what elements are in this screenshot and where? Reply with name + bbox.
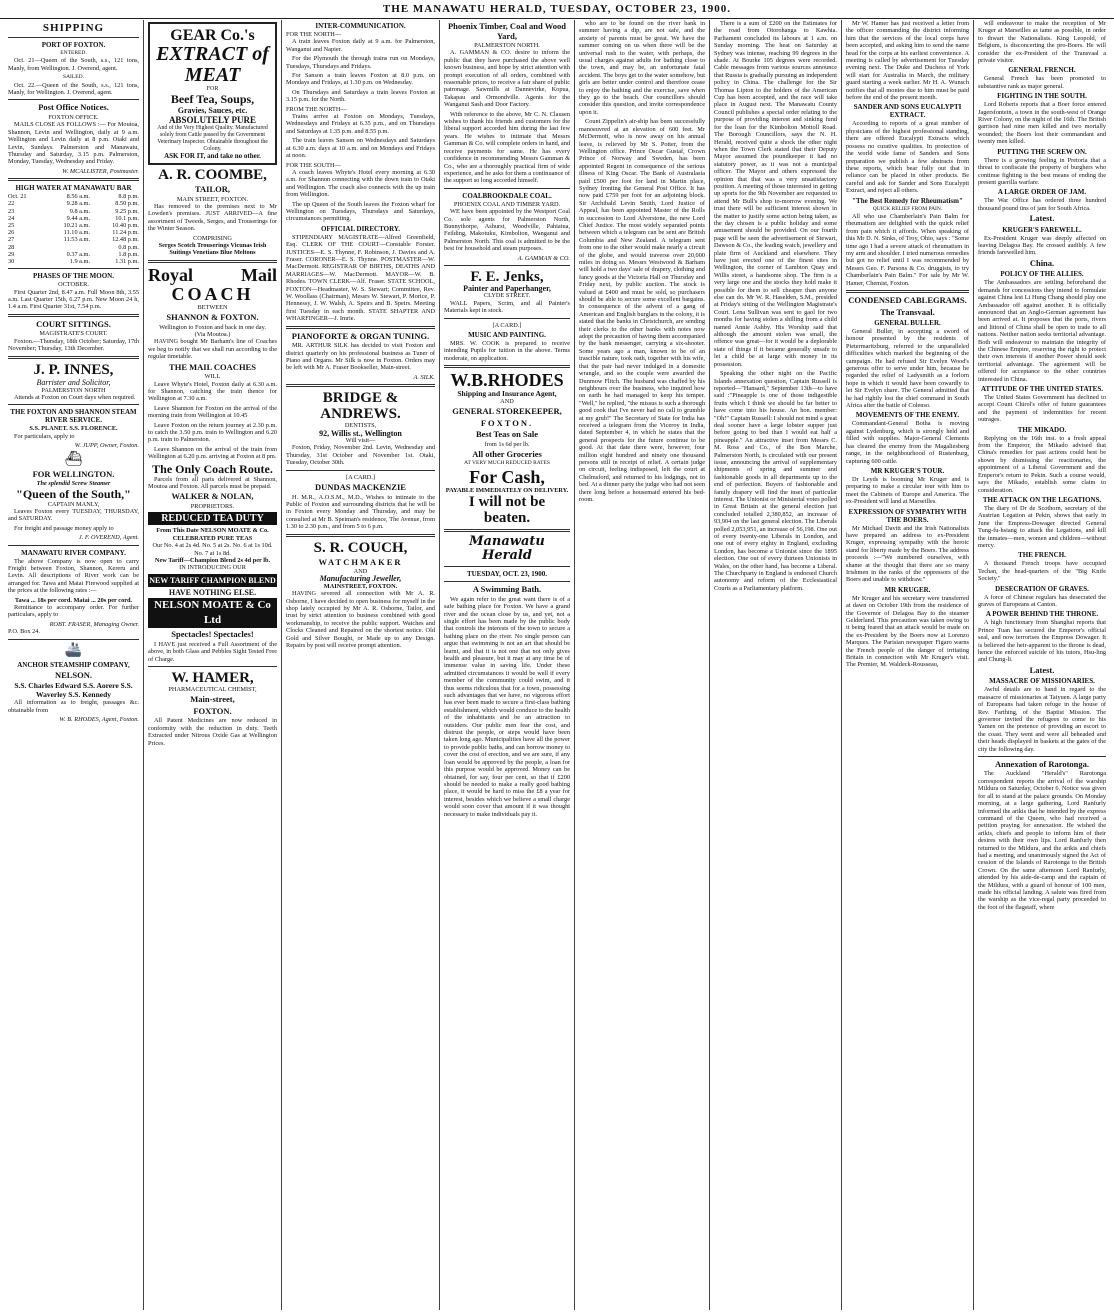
tea-nothing-else: HAVE NOTHING ELSE. [168,587,257,597]
mail-route: SHANNON & FOXTON. [166,312,259,323]
anchor-text: All information as to freight, passages &c. obtainable from [8,699,139,714]
tide-cell: 9.28 a.m. [66,200,91,208]
coombe-comprising: COMPRISING [193,234,232,242]
from-north-text: Trains arrive at Foxton on Mondays, Tuesdays, Wednesdays and Fridays at 6.35 p.m., and on Thursdays and Saturdays at 1.35 p.m. and 8.55 p.m. [286,113,435,135]
kruger-title: MR KRUGER. [884,585,931,594]
tide-cell: 26 [8,229,15,237]
gear-ask: ASK FOR IT, and take no other. [164,151,261,160]
gear-beef-tea: Beef Tea, Soups, [170,92,255,107]
rhodes-trade: GENERAL STOREKEEPER, [452,406,562,417]
phoenix-place: PALMERSTON NORTH. [474,42,540,49]
piano-title: PIANOFORTE & ORGAN TUNING. [291,330,430,341]
tide-title: HIGH WATER AT MANAWATU BAR [15,184,132,193]
allies-text: The Ambassadors are settling beforehand the demands for concessions they intend to formulate against China lest Li Hung Chang should play one Ambassador off against another. It is officially announced that an Anglo-German agreement has been arrived at. It proposes that the ports, rivers and littoral of China shall be open to trade to all nations. Neither nation seeks territorial advantage. Both will endeavour to maintain the integrity of the Chinese Empire, reserving the right to protect their own interests if another Power should seek territorial advantage. The agreement will be offered for acceptance to the other countries interested in China. [978,279,1106,383]
mikado-title: THE MIKADO. [1017,425,1067,434]
steamship-icon: 🚢 [64,642,83,658]
general-french-title: GENERAL FRENCH. [1008,66,1076,75]
post-office-sub: FOXTON OFFICE. [48,113,99,121]
rhodes-name: W.B.RHODES [450,370,564,391]
couch-and: AND [353,568,368,576]
divider [444,529,570,532]
coombe-trade: TAILOR, [194,184,231,194]
rarotonga-title: Annexation of Rarotonga. [994,758,1090,769]
tide-cell: 11.53 a.m. [63,236,91,244]
gear-extract: EXTRACT of MEAT [156,43,269,86]
coombe-name: A. R. COOMBE, [158,167,267,183]
local-news-2: Speaking the other night on the Pacific Islands annexation question, Captain Russell is reported—"Hansard," September 13th—to have said :"Pineapple is one of those indigestible fruits which I think we should be far better to have come into his house. An hon. member: "Oh!" Captain Russell: I should not mind a great deal sooner have a large lobster supper just before going to bed than I would eat half a pineapple." An attractive inset from Messrs C. M. Ross and Co., of the Bon Marche, Palmerston North, is circulated with our present issue, announcing the arrival of supplementary shipments of spring and summer and fashionable goods in all departments up to the end of perfection. Buyers of fashionable and family drapery will find the inset of particular interest. The Unionist or Ministerial votes polled in Great Britain at the general election just concluded totalled 2,380,852, an increase of 93,904 on the last general election. The Liberals polled 2,053,951, an increase of 56,198. One out of every twenty-one Liberals in London, and one out of every eighty in England, excluding London, has become a Unionist since the 1895 election. One out of every thirteen Unionists in Wales, on the other hand, has become a Liberal. The Churchparty in England is endorsed Church autonomy and reform of the Ecclesiastical Courts as a Parliamentary platform. [714,370,837,592]
throne-title: A POWER BEHIND THE THRONE. [985,610,1099,619]
tide-row [8,244,139,251]
only-coach-text: Parcels from all parts delivered at Shannon, Moutoa and Foxton. All parcels must be prepaid. [148,475,277,491]
bath-text-continued: who are to be found on the river bank in summer having a dip, are not safe, and the anxiety of parents must be great. We have the summer coming on us when there will be the universal rush to the water, with perhaps, the usual charges against adults for bathing close to the town, and may be, an unfortunate fatal accident. The boys get to the water somehow, but girls are better under control and therefore cease to enjoy the bathing and the exercise, save when they go to the beach. Our councillors should consider this question, and invite correspondence upon it. [579,20,705,116]
innes-sub: Barrister and Solicitor, [36,377,111,387]
north-text-4: On Thursdays and Saturdays a train leaves Foxton at 3.15 p.m. for the North. [286,88,435,104]
hamer-trade: PHARMACEUTICAL CHEMIST, [168,685,257,693]
divider [8,99,139,100]
tide-row [8,193,139,200]
for-south-label: FOR THE SOUTH— [286,161,341,169]
spectacles-text: I HAVE just received a Full Assortment of the above, in both Glass and Pebbles Sight Tested Free of Charge. [148,640,277,663]
rarotonga-text: The Auckland "Herald's" Rarotonga correspondent reports the arrival of the warship Mildura on Saturday, October 6. Notice was given for all to stand at the palace grounds. On Monday morning, at a large gathering, Lord Ranfurly informed the arikis that he intended by the express command of the Queen, who had received a petition praying for annexation. He wished the arikis, chiefs and people to inform him of their desires with their own lips. Lord Ranfurly then returned to the Mildura, and the arikis and chiefs had a meeting, and unanimously signed the Act of cession of the Islands of Rarotonga to the British Crown. On the same afternoon Lord Ranfurly, attended by his aide-de-camp and the captain of the Mildura, with a guard of honour of 100 men, made his official landing. A salute was fired from the warship as the vice-regal party proceeded to the foot of the flagstaff, where [978,770,1106,911]
remedy-sub: QUICK RELIEF FROM PAIN. [872,205,943,212]
innes-place: PALMERSTON NORTH [41,386,106,394]
screw-title: PUTTING THE SCREW ON. [997,147,1087,156]
court-sub: MAGISTRATE'S COURT. [39,330,108,338]
mails-text: MAILS CLOSE AS FOLLOWS :— For Moutoa, Shannon, Levin and Wellington, daily at 9 a.m. Wellington and Levin daily at 8 p.m. Otaki and Levin, Sundays. Palmerston and Manawatu, Thursday and Saturday, 3.15 p.m. Palmerston, Monday, Tuesday, Wednesday and Friday. [8,121,139,166]
mail-via: (Via Moutoa.) [194,331,231,339]
phoenix-text: A. GAMMAN & CO. desire to inform the public that they have purchased the above well known business, and hope by strict attention with prompt execution of all orders, combined with reasonable prices, to receive a fair share of public patronage. Sawmills at Dannevirke, Kopua, Takapau and Ormondville. Agents for the Wanganui Sash and Door Factory. [444,49,570,109]
latest-title-1: Latest. [1029,213,1055,224]
couch-text: HAVING severed all connection with Mr A. R. Osborne, I have decided to open business for myself in the shop lately occupied by Mr A. R. Osborne, Tailor, and trust by strict attention to business combined with good workmanship, to receive the public support. Watches and Clocks Cleaned and Repaired on the shortest notice. Old Gold and Silver Bought, or Made up to any Design. Repairs by post will receive prompt attention. [286,590,435,650]
sanders-text: According to reports of a great number of physicians of the highest professional standing, there are offered Eucalypti Extracts which possess no curative qualities. In protection of the world wide fame of Sanders and Sons preparation we publish a few abstracts from these reports, which bear fully out that in reliance can be placed in other products. Be careful and ask for Sander and Sons Eucalypti Extract, and reject all others. [846,120,969,195]
divider [148,666,277,667]
hamer-street: Main-street, [190,694,235,705]
us-text: The United States Government has declined to accept Count Chirol's offer of future guarantees and the payment of indemnities for recent outrages. [978,394,1106,424]
coombe-goods: Serges Scotch Trouserings Vicunas Irish Suitings Venetians Blue Meltons [158,241,267,257]
moon-text: First Quarter 2nd, 8.47 a.m. Full Moon 8th, 3.55 a.m. Last Quarter 15th, 6.27 p.m. New Moon 24 h, 1.4 a.m. First Quarter 31st, 7.54 p.m. [8,288,139,311]
tide-row [8,208,139,215]
rhodes-cash: For Cash, [469,466,545,487]
hamer-town: FOXTON. [193,705,232,716]
farewell-title: KRUGER'S FAREWELL. [1002,225,1082,234]
dundas-name: DUNDAS MACKENZIE [315,482,406,492]
moon-month: OCTOBER. [58,281,89,289]
post-signature: W. MCALLISTER, Postmaster. [62,167,139,175]
tea-new-tariff: NEW TARIFF CHAMPION BLEND [149,575,276,585]
us-title: ATTITUDE OF THE UNITED STATES. [981,385,1103,394]
river-boats: S.S. PLANET. S.S. FLORENCE. [29,425,118,433]
remedy-text: All who use Chamberlain's Pain Balm for rheumatism are delighted with the quick relief from pain which it affords. When speaking of this Mr D. N. Sinks, of Troy, Ohio, says : "Some time ago I had a severe attack of rheumatism in my arm and shoulder. I tried numerous remedies but got no relief until I was recommended by Messrs Geo. F. Parsons & Co. druggists, to try Chamberlain's Pain Balm." For sale by Mr W. Hamer, Chemist, Foxton. [846,212,969,287]
river-company-title: MANAWATU RIVER COMPANY. [21,548,126,557]
wellington-ship: "Queen of the South," [16,486,131,501]
rhodes-pay: PAYABLE IMMEDIATELY ON DELIVERY. [445,486,569,494]
graves-title: DESECRATION OF GRAVES. [995,584,1089,593]
divider [444,581,570,582]
mail-coaches-text4: Leave Shannon on the arrival of the train from Wellington at 6.20 p.m. arriving at Foxton at 8 pm. [148,445,277,461]
legations-text: The diary of Dr de Scothorn, secretary of the Austrian Legation at Pekin, shows that early in June the Empress-Dowager directed General Tung-fu-hsiang to attack the Legations, and kill the inmates—men, women and children—without mercy. [978,504,1106,549]
bridge-address: 92, Willis st., Wellington [319,428,402,438]
anchor-place: NELSON. [54,669,93,680]
divider [286,470,435,471]
divider [8,404,139,405]
latest-title-2: Latest. [1029,664,1055,675]
tide-row [8,215,139,222]
coal-sub: PHOENIX COAL AND TIMBER YARD. [453,200,561,208]
sympathy-text: Mr Michael Davitt and the Irish Nationalists have prepared an address to ex-President Kruger, expressing sympathy with the heroic stand for liberty made by the Boers. The address proceeds :—"We numbered ourselves, with shame at the thought that there are so many Irishmen in the ranks of the oppressors of the Boers and unable to withdraw." [846,524,969,584]
tide-table [8,193,139,265]
river-company-text2: Remittance to accompany order. For further particulars, apply to [8,603,139,619]
column-5 [575,20,710,1310]
tide-cell: 1.31 p.m. [115,258,139,266]
innes-text: Attends at Foxton on Court days when required. [14,393,136,401]
innes-name: J. P. INNES, [33,361,114,378]
wellington-title: FOR WELLINGTON. [32,468,115,479]
couch-address: MAINSTREET, FOXTON. [323,582,398,590]
gear-for: FOR [206,86,219,92]
official-directory-text: STIPENDIARY MAGISTRATE—Alfred Greenfield, Esq. CLERK OF THE COURT—Constable Forster. JUSTICES—E. S. Thynne, F. Robinson, J. Davies and A. Fraser. CORONER—E. S. Thynne. POSTMASTER—W. MacDermott. REGISTRAR OF BIRTHS, DEATHS AND MARRIAGES—W. MacDermott. MAYOR—W. B. Rhodes. TOWN CLERK—Alf. Fraser. STATE SCHOOL, FOXTON—Headmaster, W. S. Stewart; Committee, Rev. W. Woollass (Chairman), Messrs W. Stewart, P. Morice, P. Hennessy, J. W. Walsh, A. Speirs and B. Speirs. Meeting first Tuesday in each month. STATE SHAPTER AND WHARFINGER—J. Imrie. [286,233,435,323]
walker-nolan: WALKER & NOLAN, [171,491,254,502]
mail-coaches-text3: Leave Foxton on the return journey at 2.30 p.m. to catch the 3.50 p.m. train to Wellington and 6.20 p.m. train to Palmerston. [148,421,277,444]
river-company-text: The above Company is now open to carry Freight between Foxton, Shannon, Kereru and Levin. All descriptions of River work can be arranged for. Tawa and Matai Firewood supplied at the prices at the following rates :— [8,557,139,595]
gear-brand: GEAR Co.'s [170,27,255,44]
wellington-signature: J. F. OVEREND, Agent. [78,534,139,542]
south-text: A coach leaves Whyte's Hotel every morning at 6.30 a.m. for Shannon connecting with the down train to Otaki and Wellington. The coach also connects with the up train from Wellington. [286,168,435,199]
from-north-label: FROM THE NORTH— [286,105,347,113]
jenks-text: WALL Papers, Scrim, and all Painter's Materials kept in stock. [444,299,570,315]
tide-cell: 30 [8,258,15,266]
river-text: For particulars, apply to [14,432,75,440]
coombe-text: Has removed to the premises next to Mr Lowden's premises. JUST ARRIVED—A fine assortment of Tweeds, Serges, and Trouserings for the Winter Season. [148,202,277,233]
jam-title: A LARGE ORDER OF JAM. [997,188,1087,197]
bath-title: A Swimming Bath. [472,584,542,595]
river-service-title: THE FOXTON AND SHANNON STEAM RIVER SERVICE. [10,408,137,425]
tide-row [8,222,139,229]
divider [444,318,570,319]
tide-cell: 10.40 p.m. [112,222,139,229]
buller-text: General Buller, in accepting a sword of honour presented by the residents of Pietermaritzburg, referred to the unparalleled difficulties which marked the beginning of the campaign. He had refused Sir Evelyn Wood's generous offer to serve under him, because he regarded the relief of Ladysmith as a forlorn hope in which it would have been cowardly to let Sir Evelyn share. The General admitted that he had rightly lost the chief command in South Africa after the battle of Colenso. [846,328,969,410]
music-text: MRS. W. COOK is prepared to receive intending Pupils for tuition in the above. Terms moderate, on application. [444,340,570,362]
post-office-title: Post Office Notices. [38,102,109,113]
column-2 [144,20,282,1310]
divider [8,356,139,359]
steamer-icon: ⛴ [64,451,83,467]
entered-text: Oct. 21—Queen of the South, s.s., 121 tons, Manly, from Wellington. J. Overend, agent. [8,57,139,72]
local-news: There is a sum of £200 on the Estimates for the road from Otorohanga to Kawhia. Parliament concluded its labours at 1 a.m. on Sunday morning. The heat on Saturday at Sydney was intense, reaching 99 degrees in the shade. At Bourke 105 degrees were recorded. Cable messages from various sources announce that Russia is gradually pursuing an independent policy in China. The challenge for the Sir Thomas Lipton to the holders of the American Cup has been accepted, and the race will take place in August next. The Manawatu County Council publishes a special order relating to the purpose of providing interest and sinking fund for the loan for the Kimbolton Mottoll Road. The Borough Councillors, says the N. H. Herald, received quite a shock the other night when the Town Clerk stated that their Deputy Mayor assumed the poundkeeper it had no statutory power, as it was not a municipal officer. The Mayor and others expressed the opinion that that was a very unsatisfactory position. A meeting of those interested in getting up sports for the 9th November are requested to attend Mr Bull's shop to-morrow evening. We trust there will be sufficient interest shown in the matter to justify some action being taken, as the day chosen is a public holiday and some amusement should be provided. On our fourth page will be seen the advertisement of Stewart, Dawson & Co., the leading watch, jewellery and plate firm of Auckland and elsewhere. They have just erected one of the finest sites in Wellington, the corner of Lambton Quay and Willis street, a handsome shop. The firm is a very large one and the stocks they hold make it possible for them to sell cheaper than anyone else can do. Mr W. R. Haselden, S.M., presided at Friday's sitting of the Wellington Magistrate's Court. Lena Sullivan was sent to gaol for two months for having stolen a shilling from a child named Annie Ashby. His Worship said that although the amount stolen was small, the offence was great—for it would be a deplorable state of things if it became generally unsafe to let a child be at large with money in its possession. [714,20,837,368]
royal-word: Royal [148,264,193,285]
for-north-label: FOR THE NORTH— [286,31,342,38]
inter-communication-title: INTER-COMMUNICATION. [315,22,406,30]
screw-text: There is a growing feeling in Pretoria that a threat to confiscate the property of burghers who continue fighting is the best means of ending the present guerilla warfare. [978,156,1106,186]
tide-cell: 0.8 p.m. [118,243,139,251]
court-text: Foxton.—Thursday, 18th October; Saturday, 17th November; Thursday, 13th December. [8,337,139,353]
tide-cell: 0.37 a.m. [66,250,91,258]
north-text-3: For Sanson a train leaves Foxton at 8.0 p.m. on Mondays and Fridays, at 1.30 p.m. on Wednesday. [286,72,435,87]
legations-title: THE ATTACK ON THE LEGATIONS. [982,495,1102,504]
phoenix-text-2: With reference to the above, Mr C. N. Clausen wishes to thank his friends and customers for the liberal support accorded him during the last few years. He wishes to intimate that Messrs Gamman & Co. will complete orders in hand, and receive payments for same. He has every confidence in recommending Messrs Gamman & Co., who are a thoroughly practical firm of wide experience, and he asks for them a continuance of the support so long accorded himself. [444,110,570,185]
tide-cell: 28 [8,243,15,251]
court-title: COURT SITTINGS. [36,318,111,329]
sanders-title: SANDER AND SONS EUCALYPTI EXTRACT. [853,103,962,120]
card-label: [A CARD.] [345,473,376,481]
mail-coaches-text1: Leave Whyte's Hotel, Foxton daily at 6.30 a.m. for Shannon, catching the train thence for Wellington at 7.30 a.m. [148,380,277,403]
shipping-title: SHIPPING [42,22,105,34]
river-company-signature: ROBT. FRASER, Managing Owner. [49,620,139,628]
couch-trade-2: Manufacturing Jeweller, [319,574,402,584]
tide-cell: 9.25 p.m. [115,207,139,215]
movements-title: MOVEMENTS OF THE ENEMY. [855,411,960,420]
divider [286,326,435,329]
tide-cell: 11.24 p.m. [112,229,139,237]
column-3 [282,20,440,1310]
tide-cell: 8.50 p.m. [115,200,139,208]
mail-text: HAVING bought Mr Barham's line of Coaches we beg to notify that we shall run according to the regular timetable. [148,338,277,361]
divider [846,290,969,293]
tide-cell: 1.8 p.m. [118,250,139,258]
tea-sub: From This Date NELSON MOATE & Co. CELEBRATED PURE TEAS [156,527,269,542]
tide-cell: 27 [8,236,15,244]
mikado-text: Replying on the 16th inst. to a fresh appeal from the Emperor, the Mikado advised that China's remedies for past actions could best be shown by dismissing the reactionaries, the appointment of a Liberal Government and the Emperor's return to Pekin. Such a course would, says the Mikado, establish some claim to consideration. [978,434,1106,494]
card-label-2: [A CARD.] [492,321,522,329]
column-7 [842,20,974,1310]
north-text-2: For the Plymouth the through trains run on Mondays, Tuesdays, Thursdays and Fridays. [286,55,435,70]
jam-text: The War Office has ordered three hundred thousand pound tins of jam for South Africa. [978,197,1106,212]
mail-coaches-will: WILL [204,373,221,381]
herald-date: TUESDAY, OCT. 23, 1900. [466,570,548,579]
gear-gravies: Gravies, Sauces, etc. [177,106,248,116]
tide-cell: 10.21 a.m. [63,222,91,229]
tide-row [8,251,139,258]
bridge-visit: Will visit— [345,436,376,444]
tea-prices: Our No. 4 at 2s 4d. No. 5 at 2s. No. 6 at 1s 10d. No. 7 at 1s 8d. [152,542,273,557]
anchor-title: ANCHOR STEAMSHIP COMPANY, [17,660,130,669]
french-troops-text: A thousand French troops have occupied Techan, the head-quarters of the "Big Knife Society." [978,560,1106,583]
divider [978,756,1106,757]
bridge-sub: DENTISTS, [344,422,377,430]
local-news-3: Mr W. Hamer has just received a letter from the officer commanding the district informing him that the services of the local corps have been accepted, and asking him to send the name head for the corps at his earliest convenience. A meeting is called by advertisement for Tuesday evening next. The Duke and Duchess of York will start for Australia in March, the military guard starting a week earlier. Mr H. A. Wunsch notifies that all monies due to him must be paid before the end of the present month. [846,20,969,102]
divider [444,566,570,567]
bath-text: We again refer to the great want there is of a safe bathing place for Foxton. We have a grand river and the ocean close by us, and yet, not a single effort has been made by the public body that controls the interests of the town to secure a bathing place on the river. No single person can argue that swimming is not an art that should be learnt, and that it is not one that not only gives health and pleasure, but it may at any time be of immense value in saving life. Under these admitted circumstances it would be well if every member of the community could swim, and it thus seems ridiculous that for a town, possessing such advantages that we have, no vigorous effort has ever been made to secure a first-class bathing establishment, which would conduce to the health of the inhabitants and be an attraction to outsiders. Our public men fear the cost, and distrust the people, or steps would have been taken long ago. Municipalities have all the power to provide public baths, and can borrow money to cover the cost of erection, and we are sure, if any loan would be approved by the people, a loan for this purpose would be approved. Money can be obtained, for say, four per cent, so that if £200 should be needed to make a really good bathing place, it would be hard to miss the £8 a year for interest, besides which we believe a small charge would soon cover that amount if it was thought necessary to make individuals pay it. [444,595,570,818]
couch-trade: WATCHMAKER [318,556,403,567]
tide-cell: 22 [8,200,15,208]
movements-text: Commandant-General Botha is moving against Lydenburg, which is strongly held and filled with supplies. Major-General Clements has cleared the enemy from the Magaliesberg range, in the neighbourhood of Rustenburg, capturing 600 cattle. [846,420,969,465]
cablegrams-title: CONDENSED CABLEGRAMS. [848,295,967,305]
rhodes-town: FOXTON. [480,417,534,428]
tide-cell: 9.44 a.m. [66,214,91,222]
china-title: China. [1029,257,1055,268]
tide-cell: 1.9 a.m. [69,258,91,266]
sympathy-title: EXPRESSION OF SYMPATHY WITH THE BOERS. [848,507,967,524]
divider [8,178,139,181]
masthead: THE MANAWATU HERALD, TUESDAY, OCTOBER 23, 1900. [0,0,1114,19]
massacre-text: Awful details are to hand in regard to the massacre of missionaries at Taiyuen. A large party of Europeans had taken refuge in the house of Rev. Farthing, of the Baptist Mission. The governor invited the refugees to come to his Yamen on the pretence of providing an escort to the coast. They went and were all beheaded and their heads displayed in baskets at the gates of the city the following day. [978,686,1106,753]
coal-signature: A. GAMMAN & CO. [517,254,570,262]
fighting-text: Lord Roberts reports that a Boer force entered Jagersfontein, a town in the south-west of Orange River Colony, on the night of the 16th. The British garrison had nine men killed and two mortally wounded; the Boers lost their commandant and twenty men killed. [978,101,1106,146]
divider [286,384,435,387]
herald-title: Manawatu Herald [469,534,545,564]
rhodes-groceries-2: AT VERY MUCH REDUCED RATES [464,460,550,467]
transvaal-title: The Transvaal. [880,306,935,317]
jenks-place: CLYDE STREET. [483,292,531,300]
divider [444,188,570,189]
river-signature: W. JUPP, Owner, Foxton. [74,442,139,450]
sailed-label: SAILED. [63,74,84,81]
from-north-text-2: The train leaves Sanson on Wednesdays and Saturdays at 6.30 a.m. days at 10 a.m. and on Mondays and Fridays at noon. [286,137,435,160]
divider [444,365,570,368]
nelson-moate-logo: NELSON MOATE & Co Ltd [148,598,277,628]
rhodes-teas: Best Teas on Sale [475,429,539,440]
tea-tariff: New Tariff—Champion Blend 2s 4d per lb. [154,557,271,564]
remedy-title: "The Best Remedy for Rheumatism" [852,196,963,205]
gear-quality: And of the Very Highest Quality. Manufactured solely from Cattle passed by the Government Veterinary Inspector. Obtainable throughout the Colony. [157,125,268,152]
wellington-sub: The splendid Screw Steamer [36,480,111,488]
divider [8,545,139,546]
gear-pure: ABSOLUTELY PURE [168,115,257,126]
between-word: BETWEEN [197,303,228,311]
anchor-signature: W. B. RHODES, Agent, Foxton. [59,715,139,723]
piano-signature: A. SILK. [413,373,435,381]
coach-word: COACH [171,283,254,304]
divider [8,639,139,640]
allies-title: POLICY OF THE ALLIES. [1000,270,1084,279]
tide-cell: 8.8 p.m. [118,193,139,201]
bridge-text: Foxton, Friday, November 2nd. Levin, Wednesday and Thursday, 31st October and November 1st. Otaki, Tuesday, October 30th. [286,444,435,467]
divider [148,260,277,263]
piano-text: MR. ARTHUR SILK has decided to visit Foxton and district quarterly on his professional business as Tuner of Piano and Organs. Mr Silk is now in Foxton. Orders may be left with Mr A. Fraser Bookseller, Main-street. [286,342,435,372]
hamer-name: W. HAMER, [171,669,254,686]
french-troops-title: THE FRENCH. [1018,551,1066,560]
page-columns [4,20,1110,1310]
tide-cell [42,244,90,251]
rhodes-and: AND [500,397,514,405]
entered-label: ENTERED. [60,50,87,56]
anchor-ships: S.S. Charles Edward S.S. Aorere S.S. Waverley S.S. Kennedy [14,681,133,700]
tide-row [8,258,139,265]
coal-text: WE have been appointed by the Westport Coal Co. sole agents for Palmerston North, Bunnythorpe, Ashurst, Woodville, Pahiatua, Feilding, Makotuku, Kimbolton, Wanganui and Palmerston North. This coal is admitted to be the best for household and steam purposes. [444,208,570,253]
port-heading: PORT OF FOXTON. [41,41,106,49]
divider [8,37,139,38]
official-directory-title: OFFICIAL DIRECTORY. [320,224,401,233]
general-french-text: General French has been promoted to substantive rank as major general. [978,75,1106,90]
fighting-title: FIGHTING IN THE SOUTH. [997,92,1087,101]
royal-mail-heading [148,266,277,285]
bridge-andrews-title: BRIDGE & ANDREWS. [320,390,401,423]
news-paragraphs: Count Zippelin's air-ship has been successfully manoeuvred at an elevation of 600 feet. Mr McDermott, who is now away on his annual leave, is relieved by Mr S. Potter, from the Wellington office. Prince Oscar Gustaf, Crown Prince of Norway and Sweden, has been appointed Regent in consequence of the serious illness of King Oscar. The Bank of Australasia paid £500 per foot for land in Martin place, Sydney fronting the General Post Office. It has now paid £759 per foot for an adjoining block. Sir Archibald Levin Smith, Lord Justice of Appeal, has been appointed Master of the Rolls in succession to Lord Alverstone, the new Lord Chief Justice. The most widely separated points between which a telegram can be sent are British Columbia and New Zealand. A telegram sent from one to the other would make nearly a circuit of the globe, and would traverse over 20,000 miles in doing so. Messrs Westwood & Barham will hold a two days' sale of drapery, clothing and fancy goods at the Victoria Hall on Thursday and Friday next, by public auction. The stock is valued at £400 and must be sold, so purchasers should be able to secure some excellent bargains. In consequence of the advent of a gang of American and English burglars in the colony, it is stated that the banks in Christchurch, are sending their clerks to the other banks with notes now adopt the precaution of having them accompanied by the bank messenger, carrying a six-shooter. Some years ago a man, known to be of an irascible nature, took oath, together with his wife, that the pair had never indulged in a domestic wrangle, and so the couple were awarded the Dunmow Flitch. The husband was chaffed by his neighbours over the business, who inquired how on earth he had managed to keep his temper. "Well," he replied, "the missus is such a thorough good cook that I've never had no call to grumble at my grub!" The Secretary of State for India has received a telegram from the Viceroy in India, dated September 4, in which he states that the general prospects for the future continue to be good. At that date there were, however, four million eight hundred and ninety one thousand persons still in receipt of relief. A certain judge on circuit, feeling indisposed, left the court at Chelmsford, and returned to his lodgings, not to bed. At a dinner party the judge who had not seen there long before a housemaid entered his bed-room. [579,118,705,503]
tide-cell: 12.48 p.m. [112,236,139,244]
hamer-text: All Patent Medicines are now reduced in conformity with the reduction in duty. Teeth Extracted under Nitrous Oxide Gas at Wellington Prices. [148,717,277,747]
tea-duty-banner: REDUCED TEA DUTY [148,512,277,525]
divider [8,268,139,269]
wellington-text: Leaves Foxton every TUESDAY, THURSDAY, and SATURDAY. [8,507,139,523]
tea-intro: IN INTRODUCING OUR [179,564,246,572]
coombe-address: MAIN STREET, FOXTON. [176,195,249,203]
jenks-trade: Painter and Paperhanger, [463,283,551,293]
po-box: P.O. Box 24. [8,628,41,636]
mail-word: Mail [241,264,277,285]
rhodes-beaten: I will not be beaten. [468,494,546,527]
tide-cell: 9.8 a.m. [69,207,91,215]
throne-text: A high functionary from Shanghai reports that Prince Tuan has secured the Emperor's official seal, and now terrorises the Empress Dowager. It is believed the heir-apparent to the throne is dead, hence the enforced suicide of his tutors, Hsu-ling and Chung-li. [978,619,1106,664]
wellington-freight: For freight and passage money apply to [14,524,114,532]
tide-row [8,200,139,207]
tide-cell: 23 [8,207,15,215]
mail-coaches-text2: Leave Shannon for Foxton on the arrival of the morning train from Wellington at 10.45 [148,404,277,420]
gear-extract-ad [148,22,277,165]
mail-coaches-title: THE MAIL COACHES [169,361,256,372]
rhodes-groceries: All other Groceries [472,448,542,459]
sailed-text: Oct. 22.—Queen of the South, s.s., 121 tons, Manly, for Wellington. J. Overend, agent. [8,81,139,97]
divider [444,265,570,266]
tide-cell: 8.56 a.m. [66,193,91,201]
tide-row [8,229,139,236]
coal-title: COALBROOKDALE COAL. [462,191,552,200]
only-coach-title: The Only Coach Route. [152,461,273,476]
buller-title: GENERAL BULLER. [874,319,941,327]
column-1 [4,20,144,1310]
divider [8,314,139,317]
farewell-text: Ex-President Kruger was deeply affected on leaving Delagoa Bay. He crossed audibly. A few friends farewelled him. [978,234,1106,257]
north-text-1: A train leaves Foxton daily at 9 a.m. for Palmerston, Wanganui and Napier. [286,38,435,53]
couch-name: S. R. COUCH, [313,539,408,556]
jenks-name: F. E. Jenks, [470,268,544,285]
divider [286,534,435,537]
tide-cell: 11.10 a.m. [63,229,91,237]
proprietors: PROPRIETORS. [190,502,235,510]
tide-cell: 29 [8,250,15,258]
column-6 [710,20,842,1310]
rhodes-sub: Shipping and Insurance Agent, [457,389,557,399]
moon-title: PHASES OF THE MOON. [33,272,114,281]
dundas-text: H. M.R., A.O.S.M., M.D., Wishes to intimate to the Public of Foxton and surrounding districts that he will be in Foxton every Monday and Thursday, and may be consulted at Mr B. Speiman's residence, The Avenue, from 1.30 to 2.30 p.m., and from 5 to 6 p.m. [286,493,435,531]
tide-cell: 10.1 p.m. [115,214,139,222]
phoenix-title: Phoenix Timber, Coal and Wood Yard, [447,21,566,41]
tide-cell: 25 [8,222,15,229]
column-8 [974,20,1110,1310]
rhodes-teas-2: from 1s 6d per lb. [484,440,530,448]
south-text-2: The up Queen of the South leaves the Foxton wharf for Wellington on Tuesdays, Thursdays and Saturdays, circumstances permitting. [286,200,435,223]
column-4 [440,20,575,1310]
kruger-text: Mr Kruger and his secretary were transferred at dawn on October 19th from the residence of the Governor of Delagoa Bay to the steamer Gelderland. This precaution was taken owing to it being feared that an attack would be made on the ex-President by the Boers now at Lorenzo Marques. The Parisian newspaper Figaro warns the French people of the danger of irritating Britain in connection with Mr Kruger's visit. The Premier, M. Waldeck-Rousseau, [846,594,969,669]
tide-row [8,236,139,243]
kruger-continued: will endeavour to make the reception of Mr Kruger at Marseilles as tame as possible, in order to thwart the Nationalists. King Leopold, of Belgium, is disconcerting the pro-Boers. He will consider the ex-President of the Transvaal a private visitor. [978,20,1106,65]
massacre-title: MASSACRE OF MISSIONARIES. [989,677,1095,686]
tide-cell: Oct. 21 [8,193,27,201]
firewood-rates: Tawa ... 18s per cord. Matai ... 20s per cord. [14,596,133,604]
tide-cell: 24 [8,214,15,222]
kruger-tour-text: Dr Leyds is booming Mr Kruger and is preparing to make a circular tour with him to meet the Cabinets of Europe and America. The ex-President will land at Marseilles. [846,475,969,506]
spectacles-title: Spectacles! Spectacles! [171,629,254,640]
mail-sub: Wellington to Foxton and back in one day. [159,323,266,331]
kruger-tour-title: MR KRUGER'S TOUR. [870,466,945,475]
graves-text: A force of Chinese regulars has desecrated the graves of Europeans at Canton. [978,593,1106,608]
music-title: MUSIC AND PAINTING. [468,331,546,339]
wellington-captain: CAPTAIN MANLY, [47,500,100,508]
